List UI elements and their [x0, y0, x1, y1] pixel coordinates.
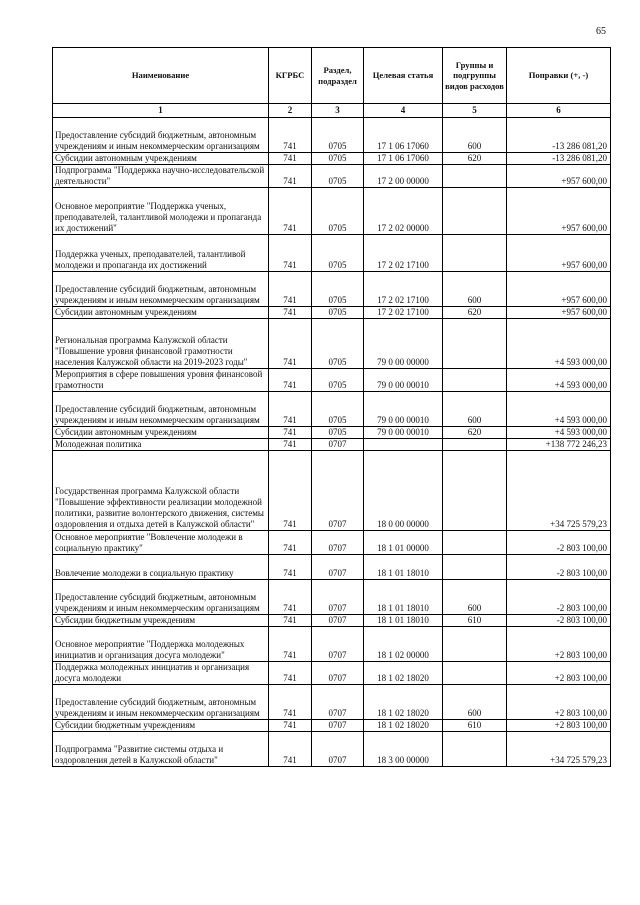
header-target: Целевая статья	[364, 48, 443, 104]
row-name: Основное мероприятие "Поддержка ученых, преподавателей, талантливой молодежи и пропаганда их достижений"	[53, 188, 269, 235]
row-name: Предоставление субсидий бюджетным, автономным учреждениям и иным некоммерческим организациям	[53, 392, 269, 427]
row-amount: +34 725 579,23	[507, 451, 611, 531]
row-target: 17 2 02 00000	[364, 188, 443, 235]
row-group: 600	[443, 272, 507, 307]
header-kgrbs: КГРБС	[269, 48, 312, 104]
row-target: 18 1 01 18010	[364, 555, 443, 580]
table-row	[53, 392, 611, 427]
header-name: Наименование	[53, 48, 269, 104]
row-section: 0705	[312, 235, 364, 272]
table-row	[53, 531, 611, 555]
row-section: 0705	[312, 153, 364, 165]
row-target: 18 1 02 18020	[364, 720, 443, 732]
row-kgrbs: 741	[269, 392, 312, 427]
column-number: 3	[312, 104, 364, 118]
row-target: 18 1 02 00000	[364, 627, 443, 662]
row-group: 620	[443, 307, 507, 319]
row-kgrbs: 741	[269, 732, 312, 767]
row-name: Региональная программа Калужской области "Повышение уровня финансовой грамотности населения Калужской области на 2019-2023 годы"	[53, 319, 269, 369]
row-target: 79 0 00 00010	[364, 392, 443, 427]
row-amount: -2 803 100,00	[507, 555, 611, 580]
row-group: 620	[443, 153, 507, 165]
row-section: 0705	[312, 307, 364, 319]
row-name: Подпрограмма "Поддержка научно-исследовательской деятельности"	[53, 165, 269, 188]
row-section: 0707	[312, 451, 364, 531]
row-target: 79 0 00 00000	[364, 319, 443, 369]
table-row	[53, 732, 611, 767]
row-section: 0707	[312, 531, 364, 555]
row-name: Субсидии бюджетным учреждениям	[53, 615, 269, 627]
row-kgrbs: 741	[269, 439, 312, 451]
row-target: 18 3 00 00000	[364, 732, 443, 767]
row-group: 600	[443, 685, 507, 720]
row-amount: +957 600,00	[507, 272, 611, 307]
row-group	[443, 369, 507, 392]
row-section: 0705	[312, 188, 364, 235]
column-number: 2	[269, 104, 312, 118]
page-number: 65	[596, 26, 606, 37]
table-row	[53, 272, 611, 307]
row-target: 79 0 00 00010	[364, 369, 443, 392]
row-group: 620	[443, 427, 507, 439]
row-name: Основное мероприятие "Поддержка молодежных инициатив и организация досуга молодежи"	[53, 627, 269, 662]
row-section: 0707	[312, 555, 364, 580]
row-target: 17 1 06 17060	[364, 153, 443, 165]
header-amendments: Поправки (+, -)	[507, 48, 611, 104]
row-amount: -13 286 081,20	[507, 118, 611, 153]
row-name: Вовлечение молодежи в социальную практику	[53, 555, 269, 580]
table-row	[53, 118, 611, 153]
row-kgrbs: 741	[269, 685, 312, 720]
row-amount: +4 593 000,00	[507, 369, 611, 392]
row-amount: +957 600,00	[507, 188, 611, 235]
column-number-row	[53, 104, 611, 118]
row-section: 0707	[312, 439, 364, 451]
row-group: 600	[443, 580, 507, 615]
row-name: Поддержка ученых, преподавателей, талантливой молодежи и пропаганда их достижений	[53, 235, 269, 272]
table-row	[53, 627, 611, 662]
table-row	[53, 235, 611, 272]
row-amount: +2 803 100,00	[507, 720, 611, 732]
row-group	[443, 319, 507, 369]
row-kgrbs: 741	[269, 369, 312, 392]
column-number: 1	[53, 104, 269, 118]
row-target: 18 1 02 18020	[364, 685, 443, 720]
header-row	[53, 48, 611, 104]
row-kgrbs: 741	[269, 555, 312, 580]
row-name: Предоставление субсидий бюджетным, автономным учреждениям и иным некоммерческим организациям	[53, 118, 269, 153]
table-row	[53, 307, 611, 319]
row-section: 0705	[312, 165, 364, 188]
row-name: Предоставление субсидий бюджетным, автономным учреждениям и иным некоммерческим организациям	[53, 685, 269, 720]
table-row	[53, 369, 611, 392]
row-target: 17 2 02 17100	[364, 307, 443, 319]
table-row	[53, 615, 611, 627]
row-target: 18 0 00 00000	[364, 451, 443, 531]
row-group: 610	[443, 720, 507, 732]
row-group	[443, 627, 507, 662]
table-row	[53, 319, 611, 369]
table-row	[53, 685, 611, 720]
row-group	[443, 451, 507, 531]
row-group	[443, 188, 507, 235]
table-row	[53, 165, 611, 188]
table-row	[53, 427, 611, 439]
row-section: 0707	[312, 627, 364, 662]
row-amount: -2 803 100,00	[507, 580, 611, 615]
row-amount: +957 600,00	[507, 235, 611, 272]
row-name: Субсидии автономным учреждениям	[53, 427, 269, 439]
row-group	[443, 732, 507, 767]
row-section: 0707	[312, 662, 364, 685]
row-target: 17 1 06 17060	[364, 118, 443, 153]
row-amount: -13 286 081,20	[507, 153, 611, 165]
row-group	[443, 662, 507, 685]
row-amount: +2 803 100,00	[507, 662, 611, 685]
row-kgrbs: 741	[269, 272, 312, 307]
table-row	[53, 451, 611, 531]
row-section: 0705	[312, 369, 364, 392]
row-target: 17 2 02 17100	[364, 235, 443, 272]
row-target: 79 0 00 00010	[364, 427, 443, 439]
row-group: 600	[443, 118, 507, 153]
row-name: Субсидии бюджетным учреждениям	[53, 720, 269, 732]
budget-amendments-table	[52, 47, 611, 767]
row-section: 0705	[312, 118, 364, 153]
row-group	[443, 531, 507, 555]
row-section: 0705	[312, 392, 364, 427]
row-kgrbs: 741	[269, 720, 312, 732]
row-target	[364, 439, 443, 451]
row-kgrbs: 741	[269, 451, 312, 531]
table-row	[53, 439, 611, 451]
row-target: 17 2 02 17100	[364, 272, 443, 307]
row-name: Молодежная политика	[53, 439, 269, 451]
row-name: Основное мероприятие "Вовлечение молодежи в социальную практику"	[53, 531, 269, 555]
row-target: 17 2 00 00000	[364, 165, 443, 188]
table-row	[53, 720, 611, 732]
row-target: 18 1 01 18010	[364, 615, 443, 627]
row-amount: +2 803 100,00	[507, 627, 611, 662]
row-group	[443, 555, 507, 580]
header-groups: Группы и подгруппы видов расходов	[443, 48, 507, 104]
row-amount: +957 600,00	[507, 307, 611, 319]
row-kgrbs: 741	[269, 427, 312, 439]
row-target: 18 1 01 18010	[364, 580, 443, 615]
row-amount: +4 593 000,00	[507, 427, 611, 439]
row-group: 610	[443, 615, 507, 627]
row-amount: -2 803 100,00	[507, 615, 611, 627]
row-section: 0705	[312, 427, 364, 439]
row-amount: +4 593 000,00	[507, 392, 611, 427]
row-name: Мероприятия в сфере повышения уровня финансовой грамотности	[53, 369, 269, 392]
column-number: 6	[507, 104, 611, 118]
row-section: 0707	[312, 732, 364, 767]
table-body	[53, 118, 611, 767]
row-name: Предоставление субсидий бюджетным, автономным учреждениям и иным некоммерческим организациям	[53, 272, 269, 307]
row-amount: +34 725 579,23	[507, 732, 611, 767]
row-section: 0705	[312, 272, 364, 307]
row-kgrbs: 741	[269, 615, 312, 627]
row-target: 18 1 01 00000	[364, 531, 443, 555]
column-number: 5	[443, 104, 507, 118]
row-name: Субсидии автономным учреждениям	[53, 307, 269, 319]
row-target: 18 1 02 18020	[364, 662, 443, 685]
row-kgrbs: 741	[269, 165, 312, 188]
row-section: 0705	[312, 319, 364, 369]
row-name: Субсидии автономным учреждениям	[53, 153, 269, 165]
row-section: 0707	[312, 720, 364, 732]
row-group	[443, 165, 507, 188]
row-group	[443, 439, 507, 451]
row-name: Поддержка молодежных инициатив и организация досуга молодежи	[53, 662, 269, 685]
row-amount: +138 772 246,23	[507, 439, 611, 451]
table-row	[53, 555, 611, 580]
row-section: 0707	[312, 580, 364, 615]
table-row	[53, 580, 611, 615]
row-amount: +957 600,00	[507, 165, 611, 188]
row-section: 0707	[312, 615, 364, 627]
row-kgrbs: 741	[269, 118, 312, 153]
table-row	[53, 662, 611, 685]
table-row	[53, 153, 611, 165]
row-amount: -2 803 100,00	[507, 531, 611, 555]
row-name: Государственная программа Калужской области "Повышение эффективности реализации молодежной политики, развитие волонтерского движения, системы оздоровления и отдыха детей в Калужской области"	[53, 451, 269, 531]
row-kgrbs: 741	[269, 319, 312, 369]
row-kgrbs: 741	[269, 153, 312, 165]
row-kgrbs: 741	[269, 235, 312, 272]
row-group: 600	[443, 392, 507, 427]
row-section: 0707	[312, 685, 364, 720]
row-kgrbs: 741	[269, 531, 312, 555]
row-amount: +2 803 100,00	[507, 685, 611, 720]
row-name: Предоставление субсидий бюджетным, автономным учреждениям и иным некоммерческим организациям	[53, 580, 269, 615]
row-name: Подпрограмма "Развитие системы отдыха и оздоровления детей в Калужской области"	[53, 732, 269, 767]
column-number: 4	[364, 104, 443, 118]
row-kgrbs: 741	[269, 662, 312, 685]
row-amount: +4 593 000,00	[507, 319, 611, 369]
row-kgrbs: 741	[269, 580, 312, 615]
row-kgrbs: 741	[269, 188, 312, 235]
row-kgrbs: 741	[269, 307, 312, 319]
row-group	[443, 235, 507, 272]
row-kgrbs: 741	[269, 627, 312, 662]
header-section: Раздел, подраздел	[312, 48, 364, 104]
table-row	[53, 188, 611, 235]
